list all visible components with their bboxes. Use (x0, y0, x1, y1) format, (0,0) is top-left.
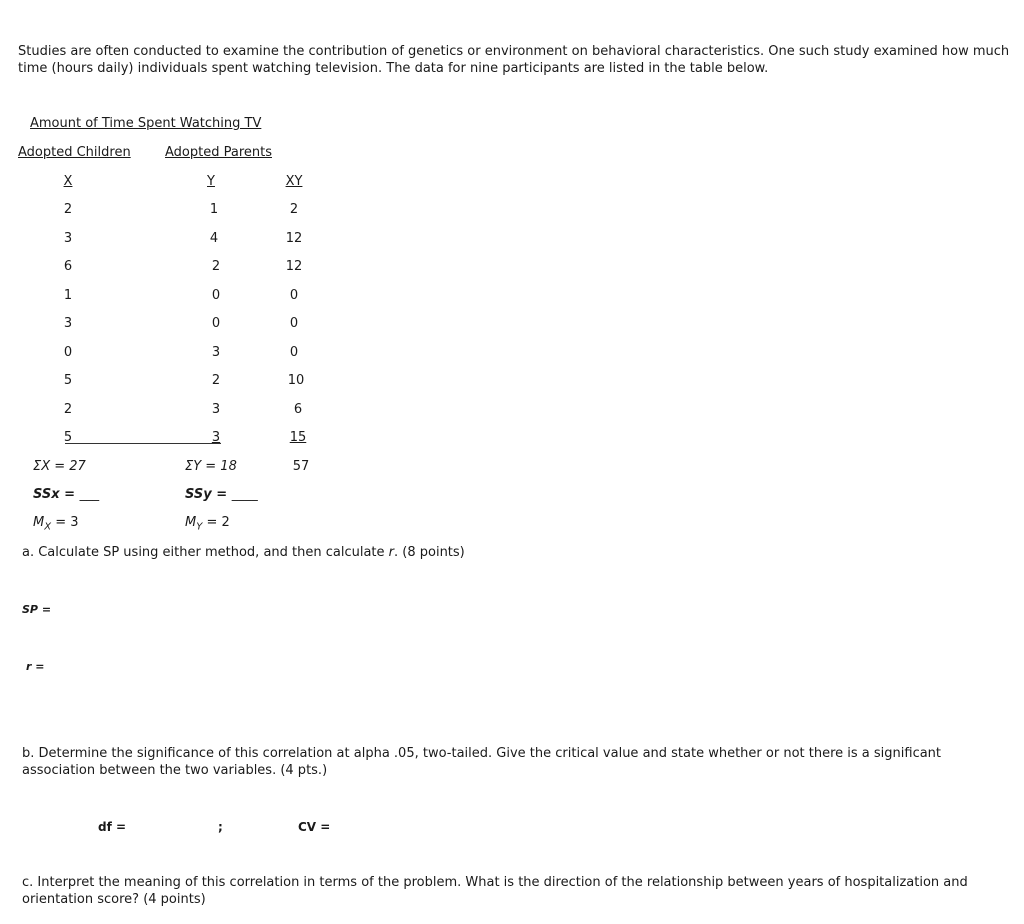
xy-value: 0 (289, 345, 299, 360)
x-value: 0 (63, 345, 73, 360)
separator: ; (218, 820, 223, 834)
group-x-heading: Adopted Children (18, 145, 131, 160)
r-label: r = (26, 660, 45, 673)
column-y-header: Y (207, 174, 215, 189)
y-value: 1 (209, 202, 219, 217)
ssy-label: SSy = (185, 487, 232, 502)
x-value: 3 (63, 316, 73, 331)
question-c: c. Interpret the meaning of this correlation in terms of the problem. What is the direction of the relationship between years of hospitalization and orientation score? (4 points) (22, 875, 968, 907)
mean-y: $M_Y = 2$ (185, 515, 230, 533)
ssx-blank: ___ (79, 487, 100, 502)
xy-value: 10 (287, 373, 305, 388)
ssx-line (33, 487, 99, 502)
y-value: 4 (209, 231, 219, 246)
sum-xy: 57 (292, 459, 310, 474)
xy-value: 0 (289, 288, 299, 303)
sum-y: ΣY = 18 (185, 459, 237, 474)
mean-x: $M_X = 3$ (33, 515, 79, 533)
sp-label: SP = (22, 603, 52, 616)
y-value: 0 (211, 288, 221, 303)
x-value: 2 (63, 202, 73, 217)
y-value: 3 (211, 345, 221, 360)
y-value: 3 (211, 430, 221, 445)
sum-divider (65, 443, 221, 444)
xy-value: 2 (289, 202, 299, 217)
y-value: 0 (211, 316, 221, 331)
cv-label: CV = (298, 820, 331, 834)
question-a: a. Calculate SP using either method, and then calculate r. (8 points) (22, 545, 465, 560)
intro-paragraph: Studies are often conducted to examine the contribution of genetics or environment on behavioral characteristics. One such study examined how much time (hours daily) individuals spent watching television. The data for nine participants are listed in the table below. (18, 44, 1010, 76)
x-value: 3 (63, 231, 73, 246)
group-y-heading: Adopted Parents (165, 145, 272, 160)
xy-value: 15 (289, 430, 307, 445)
x-value: 2 (63, 402, 73, 417)
y-value: 2 (211, 373, 221, 388)
x-value: 6 (63, 259, 73, 274)
y-value: 3 (211, 402, 221, 417)
xy-value: 0 (289, 316, 299, 331)
xy-value: 6 (293, 402, 303, 417)
question-b: b. Determine the significance of this correlation at alpha .05, two-tailed. Give the critical value and state whether or not there is a significant association between the two variables. (4 pts.) (22, 746, 942, 778)
column-xy-header: XY (285, 174, 303, 189)
ssx-label: SSx = (33, 487, 80, 502)
x-value: 5 (63, 430, 73, 445)
column-x-header: X (63, 174, 73, 189)
x-value: 1 (63, 288, 73, 303)
sum-x: ΣX = 27 (33, 459, 86, 474)
df-label: df = (98, 820, 127, 834)
ssy-blank: ____ (231, 487, 258, 502)
table-title: Amount of Time Spent Watching TV (30, 116, 262, 131)
y-value: 2 (211, 259, 221, 274)
xy-value: 12 (285, 259, 303, 274)
xy-value: 12 (285, 231, 303, 246)
x-value: 5 (63, 373, 73, 388)
ssy-line (185, 487, 258, 502)
